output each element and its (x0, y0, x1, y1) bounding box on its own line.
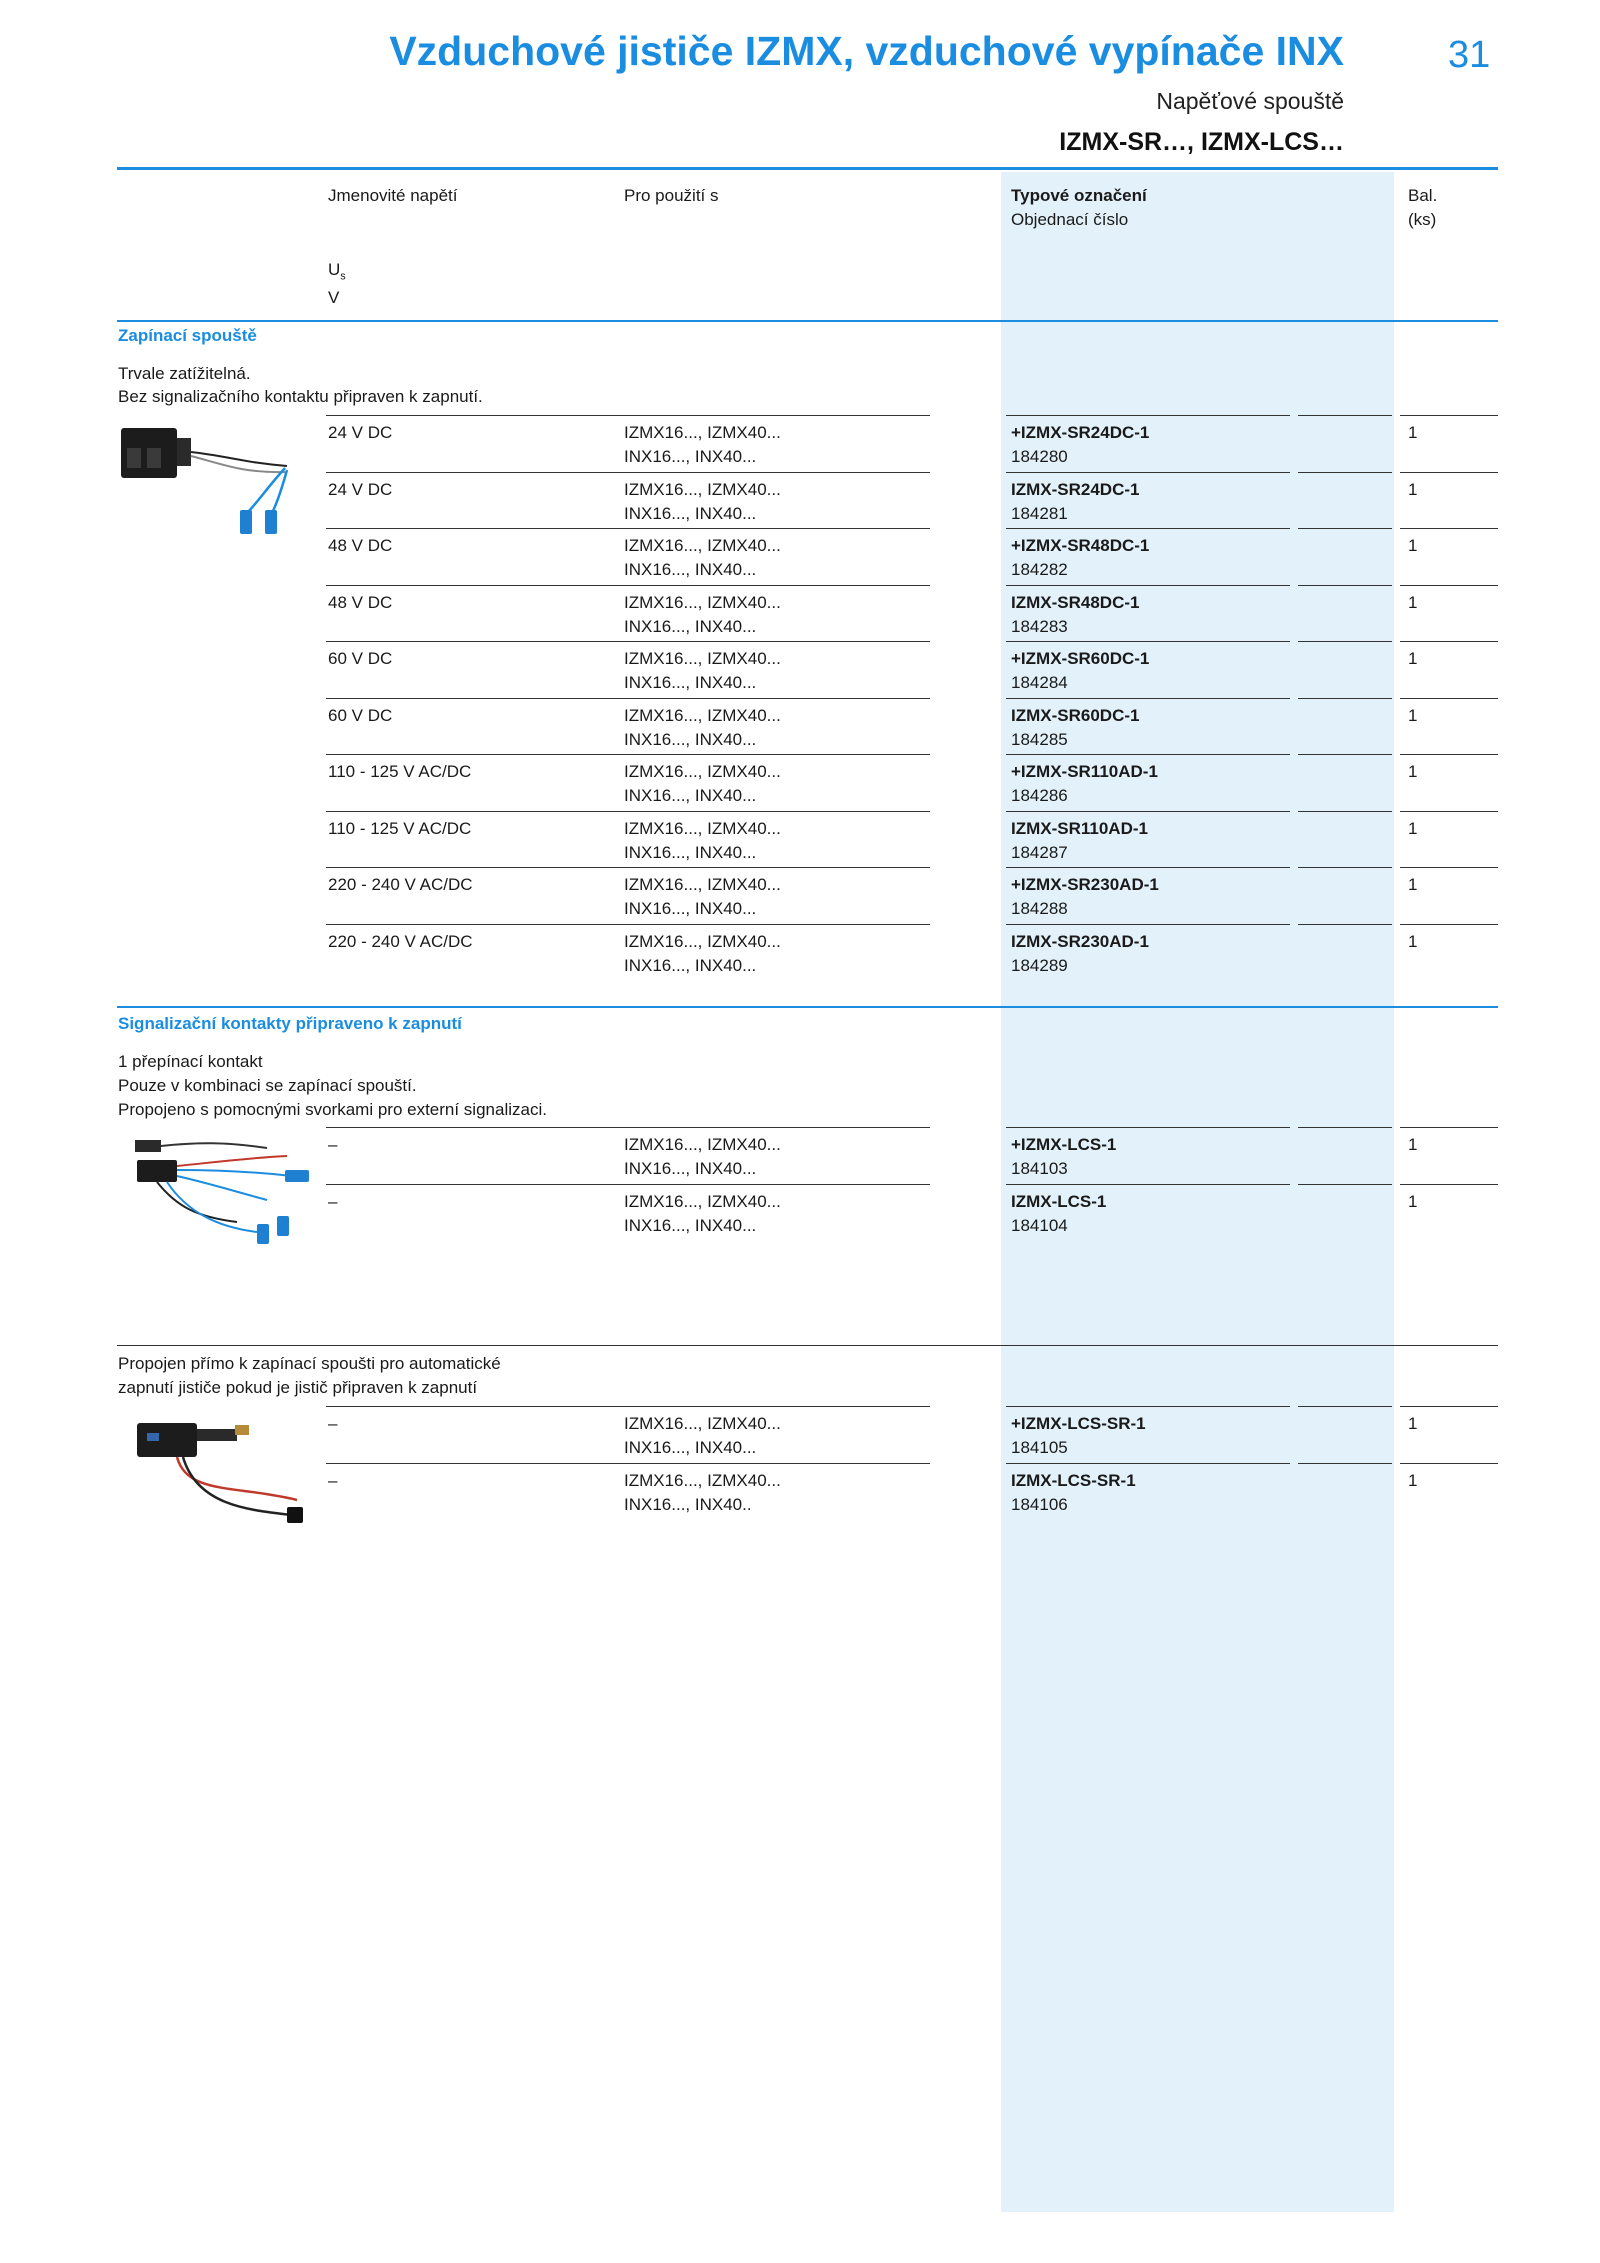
order-number: 184288 (1011, 899, 1068, 918)
usage-cell: IZMX16..., IZMX40... (624, 931, 781, 951)
row-separator (326, 811, 930, 812)
usage-cell: INX16..., INX40... (624, 786, 757, 805)
voltage-cell: 110 - 125 V AC/DC (328, 762, 472, 781)
row-separator (1298, 811, 1392, 812)
row-separator (1298, 924, 1392, 925)
row-separator (326, 754, 930, 755)
type-designation: +IZMX-LCS-SR-1 (1011, 1414, 1146, 1433)
row-separator (1400, 1127, 1498, 1128)
row-separator (1400, 867, 1498, 868)
usage-cell: INX16..., INX40... (624, 560, 757, 579)
voltage-cell: 110 - 125 V AC/DC (328, 818, 472, 838)
section3-note: zapnutí jističe pokud je jistič připraven k zapnutí (118, 1378, 478, 1397)
usage-cell: IZMX16..., IZMX40... (624, 649, 781, 668)
order-number: 184280 (1011, 447, 1068, 466)
section3-divider (117, 1345, 1498, 1346)
voltage-cell: 220 - 240 V AC/DC (328, 875, 473, 894)
row-separator (1298, 698, 1392, 699)
voltage-cell: 48 V DC (328, 592, 393, 612)
pack-quantity: 1 (1408, 592, 1418, 612)
voltage-cell: 60 V DC (328, 705, 393, 725)
column-header-divider (117, 320, 1498, 322)
order-number: 184103 (1011, 1159, 1068, 1178)
column-voltage-header: Jmenovité napětí (328, 186, 458, 205)
row-separator (1006, 1406, 1290, 1407)
voltage-cell: 24 V DC (328, 423, 393, 442)
usage-cell: INX16..., INX40... (624, 729, 757, 749)
usage-cell: INX16..., INX40... (624, 616, 757, 636)
row-separator (1298, 415, 1392, 416)
section1-note: Bez signalizačního kontaktu připraven k zapnutí. (118, 387, 483, 406)
type-designation: IZMX-SR230AD-1 (1011, 931, 1149, 951)
usage-cell: IZMX16..., IZMX40... (624, 536, 781, 555)
usage-cell: IZMX16..., IZMX40... (624, 1414, 781, 1433)
row-separator (326, 472, 930, 473)
row-separator (1298, 528, 1392, 529)
row-separator (1400, 415, 1498, 416)
row-separator (1298, 1463, 1392, 1464)
auto-close-contact-icon (117, 1415, 317, 1530)
row-separator (326, 867, 930, 868)
row-separator (1298, 1127, 1392, 1128)
type-designation: IZMX-LCS-SR-1 (1011, 1470, 1136, 1490)
row-separator (1400, 472, 1498, 473)
page-number: 31 (1448, 34, 1491, 76)
usage-cell: IZMX16..., IZMX40... (624, 762, 781, 781)
section1-note: Trvale zatížitelná. (118, 364, 251, 383)
column-pack-unit: (ks) (1408, 210, 1437, 229)
row-separator (326, 585, 930, 586)
order-number: 184287 (1011, 842, 1068, 862)
voltage-cell: – (328, 1135, 338, 1154)
usage-cell: IZMX16..., IZMX40... (624, 1470, 781, 1490)
row-separator (1006, 1184, 1290, 1185)
voltage-symbol: $U_s$ (328, 260, 346, 283)
pack-quantity: 1 (1408, 762, 1418, 781)
pack-quantity: 1 (1408, 931, 1418, 951)
pack-quantity: 1 (1408, 1135, 1418, 1154)
type-designation: +IZMX-SR110AD-1 (1011, 762, 1158, 781)
row-separator (1298, 585, 1392, 586)
usage-cell: INX16..., INX40... (624, 899, 757, 918)
row-separator (326, 924, 930, 925)
row-separator (1298, 1184, 1392, 1185)
row-separator (1400, 585, 1498, 586)
order-number: 184283 (1011, 616, 1068, 636)
usage-cell: IZMX16..., IZMX40... (624, 875, 781, 894)
order-number: 184282 (1011, 560, 1068, 579)
pack-quantity: 1 (1408, 649, 1418, 668)
row-separator (326, 1184, 930, 1185)
pack-quantity: 1 (1408, 1191, 1418, 1211)
usage-cell: INX16..., INX40... (624, 1159, 757, 1178)
type-designation: +IZMX-SR24DC-1 (1011, 423, 1150, 442)
usage-cell: INX16..., INX40... (624, 1438, 757, 1457)
usage-cell: INX16..., INX40... (624, 447, 757, 466)
section3-note: Propojen přímo k zapínací spoušti pro automatické (118, 1354, 501, 1373)
order-number: 184289 (1011, 955, 1068, 975)
page-subtitle: Napěťové spouště (1156, 88, 1344, 114)
order-number: 184284 (1011, 673, 1068, 692)
row-separator (1400, 1184, 1498, 1185)
row-separator (1400, 811, 1498, 812)
row-separator (1006, 641, 1290, 642)
row-separator (326, 1127, 930, 1128)
column-pack-header: Bal. (1408, 186, 1438, 205)
row-separator (1298, 472, 1392, 473)
usage-cell: INX16..., INX40.. (624, 1494, 752, 1514)
voltage-cell: – (328, 1470, 338, 1490)
row-separator (1400, 754, 1498, 755)
row-separator (1298, 1406, 1392, 1407)
order-number: 184106 (1011, 1494, 1068, 1514)
voltage-cell: – (328, 1191, 338, 1211)
row-separator (1006, 528, 1290, 529)
row-separator (1006, 472, 1290, 473)
section2-note: 1 přepínací kontakt (118, 1052, 263, 1071)
type-designation: +IZMX-SR48DC-1 (1011, 536, 1150, 555)
row-separator (1400, 924, 1498, 925)
row-separator (1006, 811, 1290, 812)
row-separator (1006, 754, 1290, 755)
row-separator (1298, 867, 1392, 868)
row-separator (1298, 641, 1392, 642)
usage-cell: INX16..., INX40... (624, 503, 757, 523)
type-designation: +IZMX-LCS-1 (1011, 1135, 1117, 1154)
section2-note: Propojeno s pomocnými svorkami pro externí signalizaci. (118, 1100, 547, 1119)
order-number: 184285 (1011, 729, 1068, 749)
type-designation: IZMX-SR110AD-1 (1011, 818, 1148, 838)
usage-cell: INX16..., INX40... (624, 955, 757, 975)
row-separator (1006, 1463, 1290, 1464)
order-number: 184105 (1011, 1438, 1068, 1457)
voltage-unit: V (328, 288, 340, 307)
row-separator (326, 641, 930, 642)
column-order-header: Objednací číslo (1011, 210, 1129, 229)
section2-title: Signalizační kontakty připraveno k zapnutí (118, 1014, 462, 1033)
usage-cell: IZMX16..., IZMX40... (624, 1191, 781, 1211)
pack-quantity: 1 (1408, 705, 1418, 725)
shunt-release-coil-icon (117, 418, 317, 543)
signal-contact-wires-icon (117, 1132, 317, 1247)
usage-cell: INX16..., INX40... (624, 842, 757, 862)
row-separator (1400, 1463, 1498, 1464)
type-designation: IZMX-SR48DC-1 (1011, 592, 1140, 612)
pack-quantity: 1 (1408, 479, 1418, 499)
section2-divider (117, 1006, 1498, 1008)
row-separator (1400, 641, 1498, 642)
voltage-cell: 24 V DC (328, 479, 393, 499)
row-separator (1298, 754, 1392, 755)
type-designation: IZMX-LCS-1 (1011, 1191, 1107, 1211)
pack-quantity: 1 (1408, 818, 1418, 838)
pack-quantity: 1 (1408, 875, 1418, 894)
usage-cell: INX16..., INX40... (624, 1215, 757, 1235)
row-separator (1006, 924, 1290, 925)
order-number: 184281 (1011, 503, 1068, 523)
row-separator (326, 415, 930, 416)
pack-quantity: 1 (1408, 1414, 1418, 1433)
usage-cell: IZMX16..., IZMX40... (624, 1135, 781, 1154)
usage-cell: IZMX16..., IZMX40... (624, 818, 781, 838)
usage-cell: IZMX16..., IZMX40... (624, 592, 781, 612)
pack-quantity: 1 (1408, 423, 1418, 442)
order-number: 184104 (1011, 1215, 1068, 1235)
column-type-header: Typové označení (1011, 186, 1147, 205)
row-separator (326, 1463, 930, 1464)
row-separator (1006, 1127, 1290, 1128)
row-separator (1400, 1406, 1498, 1407)
usage-cell: IZMX16..., IZMX40... (624, 479, 781, 499)
voltage-cell: 48 V DC (328, 536, 393, 555)
usage-cell: INX16..., INX40... (624, 673, 757, 692)
row-separator (1006, 867, 1290, 868)
usage-cell: IZMX16..., IZMX40... (624, 423, 781, 442)
header-divider (117, 167, 1498, 170)
voltage-cell: 220 - 240 V AC/DC (328, 931, 473, 951)
row-separator (1006, 415, 1290, 416)
row-separator (1006, 585, 1290, 586)
voltage-cell: – (328, 1414, 338, 1433)
row-separator (326, 1406, 930, 1407)
type-designation: IZMX-SR24DC-1 (1011, 479, 1140, 499)
section1-title: Zapínací spouště (118, 326, 257, 345)
usage-cell: IZMX16..., IZMX40... (624, 705, 781, 725)
order-number: 184286 (1011, 786, 1068, 805)
page-title: Vzduchové jističe IZMX, vzduchové vypínače INX (389, 28, 1344, 74)
section2-note: Pouze v kombinaci se zapínací spouští. (118, 1076, 417, 1095)
row-separator (1400, 698, 1498, 699)
row-separator (1400, 528, 1498, 529)
voltage-cell: 60 V DC (328, 649, 393, 668)
row-separator (326, 698, 930, 699)
type-designation: +IZMX-SR60DC-1 (1011, 649, 1150, 668)
product-types: IZMX-SR…, IZMX-LCS… (1059, 128, 1344, 156)
column-usage-header: Pro použití s (624, 186, 719, 205)
type-designation: IZMX-SR60DC-1 (1011, 705, 1140, 725)
type-designation: +IZMX-SR230AD-1 (1011, 875, 1159, 894)
pack-quantity: 1 (1408, 1470, 1418, 1490)
row-separator (326, 528, 930, 529)
pack-quantity: 1 (1408, 536, 1418, 555)
row-separator (1006, 698, 1290, 699)
